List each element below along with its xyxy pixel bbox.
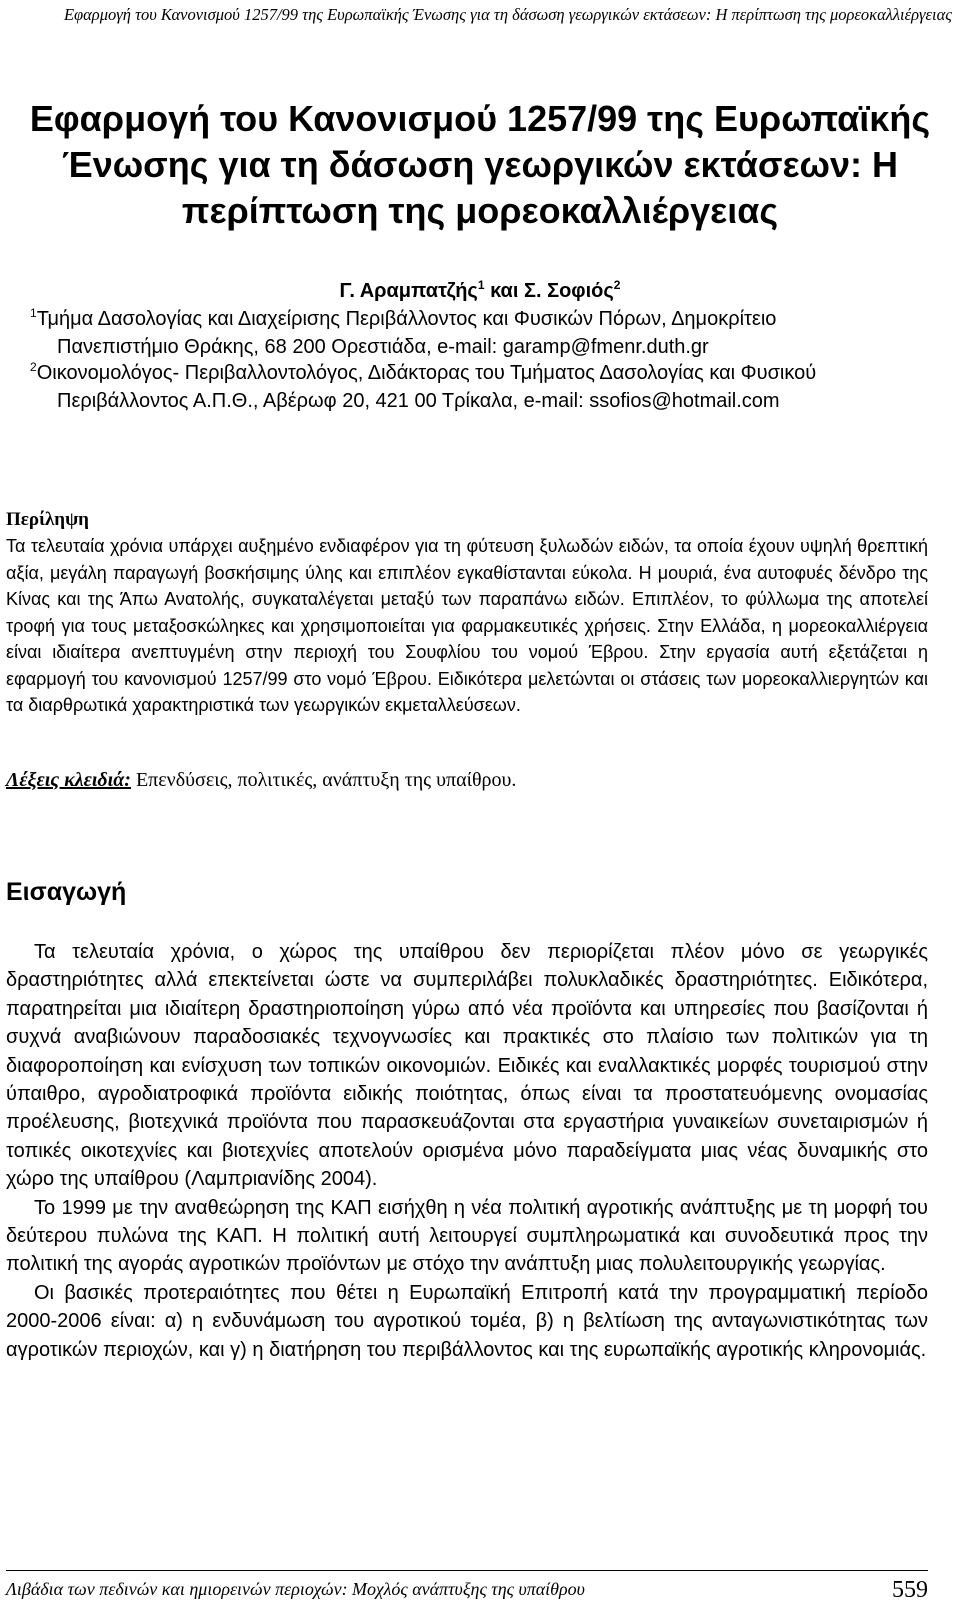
paper-title [0, 96, 960, 234]
affiliation-2-line-2: Περιβάλλοντος Α.Π.Θ., Αβέρωφ 20, 421 00 Τρίκαλα, e-mail: ssofios@hotmail.com [57, 390, 780, 412]
paragraph: Το 1999 με την αναθεώρηση της ΚΑΠ εισήχθη η νέα πολιτική αγροτικής ανάπτυξης με τη μορφή του δεύτερου πυλώνα της ΚΑΠ. Η πολιτική αυτή λειτουργεί συμπληρωματικά και συνοδευτικά προς την πολιτική της αγοράς αγροτικών προϊόντων με στόχο την ανάπτυξη μιας πολυλειτουργικής γεωργίας. [6, 1196, 928, 1276]
keywords [6, 766, 928, 794]
title-line-2: Ένωσης για τη δάσωση γεωργικών εκτάσεων: Η [62, 144, 898, 185]
keywords-text: Επενδύσεις, πολιτικές, ανάπτυξη της υπαίθρου. [135, 769, 517, 791]
abstract [6, 506, 928, 719]
keywords-label: Λέξεις κλειδιά: [6, 769, 131, 791]
affiliation-1-line-2: Πανεπιστήμιο Θράκης, 68 200 Ορεστιάδα, e-mail: garamp@fmenr.duth.gr [57, 336, 709, 358]
author-2: Σ. Σοφιός [523, 280, 614, 302]
authors [0, 279, 960, 303]
paragraph: Τα τελευταία χρόνια, ο χώρος της υπαίθρου δεν περιορίζεται πλέον μόνο σε γεωργικές δραστηριότητες αλλά επεκτείνεται ώστε να συμπεριλάβει πολυκλαδικές δραστηριότητες. Ειδικότερα, παρατηρείται μια ιδιαίτερη δραστηριοποίηση γύρω από νέα προϊόντα και υπηρεσίες που βασίζονται ή συχνά αναβιώνουν παραδοσιακές τεχνογνωσίες και πρακτικές στο πλαίσιο των πολιτικών για τη διαφοροποίηση και ενίσχυση των τοπικών οικονομιών. Ειδικές και εναλλακτικές μορφές τουρισμού στην ύπαιθρο, αγροδιατροφικά προϊόντα ειδικής ποιότητας, όπως είναι τα προστατευόμενης ονομασίας προέλευσης, βιοτεχνικά προϊόντα που παρασκευάζονται στα εργαστήρια γυναικείων συνεταιρισμών ή τοπικές οικοτεχνίες και βιοτεχνίες αποτελούν ορισμένα μόνο παραδείγματα μιας νέας δυναμικής στο χώρο της υπαίθρου (Λαμπριανίδης 2004). [6, 941, 928, 1191]
introduction-body [6, 938, 928, 1364]
footer-text: Λιβάδια των πεδινών και ημιορεινών περιοχών: Μοχλός ανάπτυξης της υπαίθρου [6, 1579, 585, 1599]
affiliation-1-mark: 1 [30, 306, 37, 320]
page-number: 559 [892, 1577, 928, 1603]
abstract-heading: Περίληψη [6, 509, 89, 530]
section-heading-introduction: Εισαγωγή [6, 878, 127, 906]
affiliation-1-line-1: Τμήμα Δασολογίας και Διαχείρισης Περιβάλλοντος και Φυσικών Πόρων, Δημοκρίτειο [36, 308, 777, 330]
affiliation-2-line-1: Οικονομολόγος- Περιβαλλοντολόγος, Διδάκτορας του Τμήματος Δασολογίας και Φυσικού [36, 362, 817, 384]
affiliation-2-mark: 2 [30, 360, 37, 374]
running-head: Εφαρμογή του Κανονισμού 1257/99 της Ευρωπαϊκής Ένωσης για τη δάσωση γεωργικών εκτάσεων: Η περίπτωση της μορεοκαλλιέργειας [63, 5, 952, 24]
author-2-affiliation-mark: 2 [613, 278, 621, 292]
title-line-1: Εφαρμογή του Κανονισμού 1257/99 της Ευρωπαϊκής [29, 98, 931, 139]
footer-divider [6, 1570, 928, 1571]
affiliation-1 [30, 305, 928, 361]
author-1: Γ. Αραμπατζής [339, 280, 478, 302]
affiliation-2 [30, 359, 928, 415]
paragraph: Οι βασικές προτεραιότητες που θέτει η Ευρωπαϊκή Επιτροπή κατά την προγραμματική περίοδο 2000-2006 είναι: α) η ενδυνάμωση του αγροτικού τομέα, β) η βελτίωση της ανταγωνιστικότητας των αγροτικών περιοχών, και γ) η διατήρηση του περιβάλλοντος και της ευρωπαϊκής αγροτικής κληρονομιάς. [6, 1281, 928, 1361]
abstract-text: Τα τελευταία χρόνια υπάρχει αυξημένο ενδιαφέρον για τη φύτευση ξυλωδών ειδών, τα οποία έχουν υψηλή θρεπτική αξία, μεγάλη παραγωγή βοσκήσιμης ύλης και επιπλέον εγκαθίστανται εύκολα. Η μουριά, ένα αυτοφυές δένδρο της Κίνας και της Άπω Ανατολής, συγκαταλέγεται μεταξύ των παραπάνω ειδών. Επιπλέον, το φύλλωμα της αποτελεί τροφή για τους μεταξοσκώληκες και χρησιμοποιείται για φαρμακευτικές χρήσεις. Στην Ελλάδα, η μορεοκαλλιέργεια είναι ιδιαίτερα ανεπτυγμένη στην περιοχή του Σουφλίου του νομού Έβρου. Στην εργασία αυτή εξετάζεται η εφαρμογή του κανονισμού 1257/99 στο νομό Έβρου. Ειδικότερα μελετώνται οι στάσεις των μορεοκαλλιεργητών και τα διαρθρωτικά χαρακτηριστικά των γεωργικών εκμεταλλεύσεων. [6, 536, 928, 715]
author-conjunction: και [490, 280, 519, 302]
author-1-affiliation-mark: 1 [477, 278, 485, 292]
title-line-3: περίπτωση της μορεοκαλλιέργειας [181, 190, 779, 231]
